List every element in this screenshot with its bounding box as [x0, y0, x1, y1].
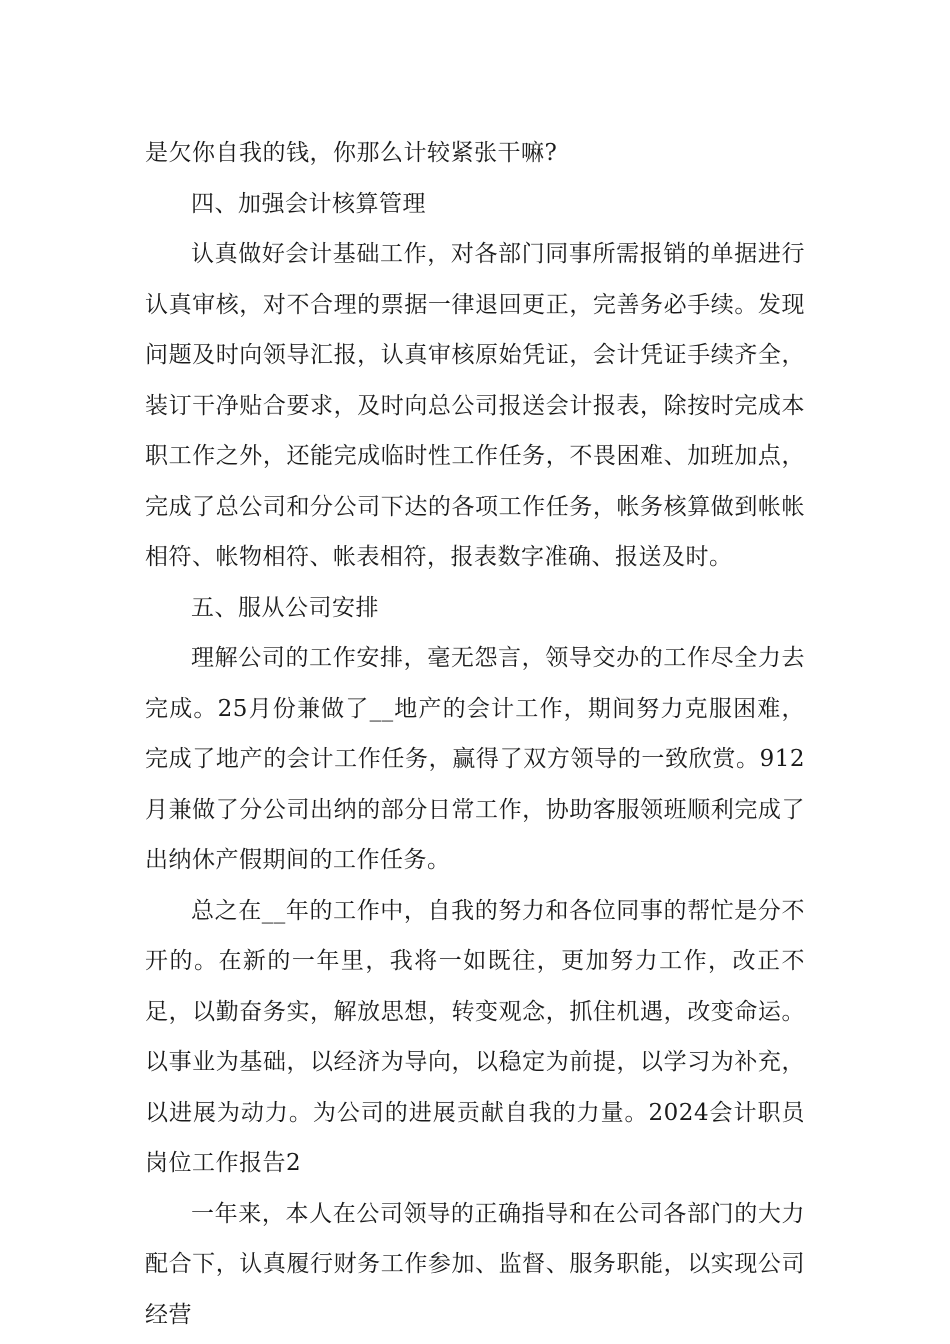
document-body — [145, 128, 805, 1340]
section-heading-five: 五、服从公司安排 — [191, 594, 379, 621]
section-heading-four: 四、加强会计核算管理 — [191, 190, 426, 217]
paragraph-summary: 总之在__年的工作中，自我的努力和各位同事的帮忙是分不开的。在新的一年里，我将一如既往，更加努力工作，改正不足，以勤奋务实，解放思想，转变观念，抓住机遇，改变命运。以事业为基础，以经济为导向，以稳定为前提，以学习为补充，以进展为动力。为公司的进展贡献自我的力量。2024会计职员岗位工作报告2 — [145, 897, 805, 1176]
paragraph-company-arrangement: 理解公司的工作安排，毫无怨言，领导交办的工作尽全力去完成。25月份兼做了__地产的会计工作，期间努力克服困难，完成了地产的会计工作任务，赢得了双方领导的一致欣赏。912月兼做了分公司出纳的部分日常工作，协助客服领班顺利完成了出纳休产假期间的工作任务。 — [145, 645, 805, 873]
paragraph-continuation: 是欠你自我的钱，你那么计较紧张干嘛? — [145, 140, 558, 166]
paragraph-accounting-management: 认真做好会计基础工作，对各部门同事所需报销的单据进行认真审核，对不合理的票据一律退回更正，完善务必手续。发现问题及时向领导汇报，认真审核原始凭证，会计凭证手续齐全，装订干净贴合要求，及时向总公司报送会计报表，除按时完成本职工作之外，还能完成临时性工作任务，不畏困难、加班加点，完成了总公司和分公司下达的各项工作任务，帐务核算做到帐帐相符、帐物相符、帐表相符，报表数字准确、报送及时。 — [145, 241, 805, 570]
paragraph-report-two-intro: 一年来，本人在公司领导的正确指导和在公司各部门的大力配合下，认真履行财务工作参加、监督、服务职能，以实现公司经营 — [145, 1200, 805, 1328]
